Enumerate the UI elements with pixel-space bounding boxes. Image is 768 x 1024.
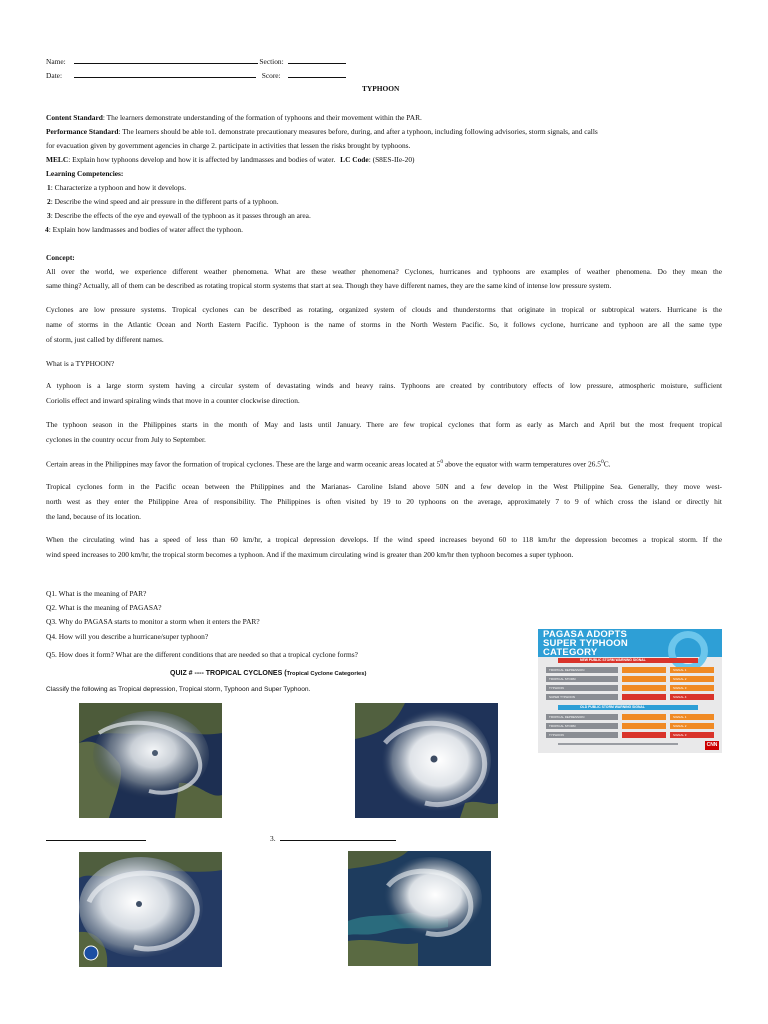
concept-paragraph-line: The typhoon season in the Philippines starts in the month of May and lasts until January. There are few tropical cyclones that form as early as March and April but the most frequent tropical bbox=[46, 420, 722, 429]
question-item: Q4. How will you describe a hurricane/super typhoon? bbox=[46, 632, 209, 641]
melc-label: MELC bbox=[46, 155, 69, 164]
signal-speed-cell bbox=[622, 714, 666, 720]
signal-level-text: SIGNAL 3 bbox=[673, 733, 687, 737]
signal-level-cell bbox=[670, 714, 714, 720]
cnn-logo: CNN bbox=[706, 742, 718, 748]
competency-item bbox=[47, 183, 186, 192]
performance-standard-continued: for evacuation given by government agencies in charge 2. participate in activities that lessen the risks brought by typhoons. bbox=[46, 141, 411, 150]
new-signal-banner bbox=[558, 658, 698, 663]
signal-level-cell bbox=[670, 667, 714, 673]
competency-item bbox=[45, 225, 243, 234]
signal-category-text: TROPICAL STORM bbox=[549, 724, 576, 728]
content-standard-label: Content Standard bbox=[46, 113, 103, 122]
lc-code-text: : (S8ES-IIe-20) bbox=[368, 155, 415, 164]
lc-code-label: LC Code bbox=[340, 155, 369, 164]
concept-paragraph-line: the land, because of its location. bbox=[46, 512, 142, 521]
melc bbox=[46, 155, 414, 164]
melc-text: : Explain how typhoons develop and how it is affected by landmasses and bodies of water. bbox=[68, 155, 336, 164]
signal-level-cell bbox=[670, 732, 714, 738]
performance-standard-label: Performance Standard bbox=[46, 127, 119, 136]
concept-paragraph-line: cyclones in the country occur from July to September. bbox=[46, 435, 206, 444]
content-standard bbox=[46, 113, 422, 122]
competency-text: : Describe the effects of the eye and eyewall of the typhoon as it passes through an area. bbox=[50, 211, 311, 220]
score-blank[interactable] bbox=[288, 70, 346, 78]
competency-number: 4 bbox=[45, 225, 49, 234]
date-field-row bbox=[46, 70, 346, 80]
concept-paragraph-line: Tropical cyclones form in the Pacific ocean between the Philippines and the Marianas- Caroline Island above 50N and a few develop in the West Philippine Sea. Generally, they move west- bbox=[46, 482, 722, 491]
name-field-row bbox=[46, 56, 346, 66]
typhoon-question: What is a TYPHOON? bbox=[46, 359, 115, 368]
section-blank[interactable] bbox=[288, 56, 346, 64]
concept-paragraph-line: Coriolis effect and inward spiraling winds that move in a counter clockwise direction. bbox=[46, 396, 300, 405]
signal-category-cell bbox=[546, 676, 618, 682]
signal-speed-cell bbox=[622, 685, 666, 691]
quiz-instruction: Classify the following as Tropical depression, Tropical storm, Typhoon and Super Typhoon. bbox=[46, 686, 311, 693]
typhoon-swirl-icon bbox=[668, 631, 708, 671]
satellite-image-2 bbox=[355, 703, 498, 818]
concept-paragraph-line: Cyclones are low pressure systems. Tropical cyclones can be described as rotating, organized system of clouds and thunderstorms that originate in tropical or subtropical waters. Hurricane is the bbox=[46, 305, 722, 314]
degree-superscript: 0 bbox=[600, 459, 604, 465]
concept-text: Certain areas in the Philippines may favor the formation of tropical cyclones. These are the large and warm oceanic areas located at 5 bbox=[46, 459, 441, 469]
concept-paragraph-line: of storm, just called by different names. bbox=[46, 335, 164, 344]
content-standard-text: : The learners demonstrate understanding of the formation of typhoons and their movement within the PAR. bbox=[102, 113, 422, 122]
signal-category-text: TROPICAL STORM bbox=[549, 677, 576, 681]
infographic-title-line: CATEGORY bbox=[543, 647, 598, 658]
answer-line-2[interactable] bbox=[46, 833, 146, 843]
signal-level-cell bbox=[670, 694, 714, 700]
performance-standard-text: : The learners should be able to1. demonstrate precautionary measures before, during, and after a typhoon, including following advisories, storm signals, and calls bbox=[118, 127, 598, 136]
question-item: Q1. What is the meaning of PAR? bbox=[46, 589, 147, 598]
concept-paragraph-line: north west as they enter the Philippine Area of responsibility. The Philippines is often visited by 19 to 20 typhoons on the average, approximately 7 to 9 of which cross the island or directly hit bbox=[46, 497, 722, 506]
quiz-title-subtext: Tropical Cyclone Categories) bbox=[286, 671, 367, 677]
competencies-heading: Learning Competencies: bbox=[46, 169, 124, 178]
infographic-footnote bbox=[558, 743, 678, 745]
quiz-title-text: QUIZ # ---- TROPICAL CYCLONES ( bbox=[170, 670, 287, 677]
signal-speed-cell bbox=[622, 694, 666, 700]
concept-paragraph-line bbox=[46, 458, 722, 468]
signal-level-text: SIGNAL 3 bbox=[673, 686, 687, 690]
signal-level-cell bbox=[670, 723, 714, 729]
concept-text: above the equator with warm temperatures over 26.5 bbox=[443, 459, 601, 469]
signal-level-cell bbox=[670, 676, 714, 682]
concept-paragraph-line: When the circulating wind has a speed of less than 60 km/hr, a tropical depression develops. If the wind speed increases beyond 60 to 118 km/hr the depression becomes a tropical storm. If the bbox=[46, 535, 722, 544]
signal-level-text: SIGNAL 4 bbox=[673, 695, 687, 699]
performance-standard bbox=[46, 127, 598, 136]
infographic-title-line: SUPER TYPHOON bbox=[543, 638, 628, 649]
signal-category-text: SUPER TYPHOON bbox=[549, 695, 575, 699]
signal-category-text: TYPHOON bbox=[549, 733, 564, 737]
degree-superscript: 0 bbox=[440, 459, 444, 465]
infographic-title-line: PAGASA ADOPTS bbox=[543, 629, 628, 640]
concept-paragraph-line: wind speed increases to 200 km/hr, the tropical storm becomes a typhoon. And if the maximum circulating wind is greater than 200 km/hr then typhoon becomes a super typhoon. bbox=[46, 550, 574, 559]
competency-item bbox=[47, 211, 311, 220]
competency-item bbox=[47, 197, 279, 206]
signal-category-text: TROPICAL DEPRESSION bbox=[549, 715, 585, 719]
answer-number: 3. bbox=[270, 834, 276, 843]
signal-category-cell bbox=[546, 714, 618, 720]
signal-level-text: SIGNAL 2 bbox=[673, 724, 687, 728]
name-label: Name: bbox=[46, 57, 66, 66]
concept-paragraph-line: same thing? Actually, all of them can be described as rotating tropical storm systems that start at sea. Though they have different names, they are the same kind of intense low pressure system. bbox=[46, 281, 612, 290]
competency-text: : Describe the wind speed and air pressure in the different parts of a typhoon. bbox=[50, 197, 279, 206]
question-item: Q5. How does it form? What are the different conditions that are needed so that a tropical cyclone forms? bbox=[46, 650, 358, 659]
new-signal-banner-text: NEW PUBLIC STORM WARNING SIGNAL bbox=[580, 658, 646, 662]
concept-paragraph-line: All over the world, we experience different weather phenomena. What are these weather phenomena? Cyclones, hurricanes and typhoons are examples of weather phenomena. Do they mean the bbox=[46, 267, 722, 276]
competency-text: : Characterize a typhoon and how it develops. bbox=[50, 183, 187, 192]
answer-line-3 bbox=[270, 833, 396, 843]
signal-level-text: SIGNAL 2 bbox=[673, 677, 687, 681]
answer-blank[interactable] bbox=[46, 833, 146, 841]
old-signal-banner bbox=[558, 705, 698, 710]
date-blank[interactable] bbox=[74, 70, 256, 78]
old-signal-banner-text: OLD PUBLIC STORM WARNING SIGNAL bbox=[580, 705, 645, 709]
quiz-title bbox=[170, 669, 366, 679]
signal-speed-cell bbox=[622, 732, 666, 738]
competency-text: : Explain how landmasses and bodies of water affect the typhoon. bbox=[48, 225, 243, 234]
answer-blank[interactable] bbox=[280, 833, 396, 841]
signal-speed-cell bbox=[622, 667, 666, 673]
signal-level-cell bbox=[670, 685, 714, 691]
concept-text: C. bbox=[603, 459, 611, 469]
concept-paragraph-line: A typhoon is a large storm system having a circular system of devastating winds and heavy rains. Typhoons are created by contributory effects of low pressure, atmospheric moisture, sufficient bbox=[46, 381, 722, 390]
signal-category-cell bbox=[546, 694, 618, 700]
section-label: Section: bbox=[259, 57, 284, 66]
signal-level-text: SIGNAL 1 bbox=[673, 715, 687, 719]
competency-number: 3 bbox=[47, 211, 51, 220]
satellite-image-4 bbox=[348, 851, 491, 966]
concept-paragraph-line: name of storms in the Atlantic Ocean and North Eastern Pacific. Typhoon is the name of storms in the North Western Pacific. So, it follows cyclone, hurricane and typhoon are all the same type bbox=[46, 320, 722, 329]
satellite-image-1 bbox=[79, 703, 222, 818]
signal-category-text: TROPICAL DEPRESSION bbox=[549, 668, 585, 672]
name-blank[interactable] bbox=[74, 56, 258, 64]
signal-category-cell bbox=[546, 685, 618, 691]
competency-number: 1 bbox=[47, 183, 51, 192]
question-item: Q2. What is the meaning of PAGASA? bbox=[46, 603, 162, 612]
concept-heading: Concept: bbox=[46, 253, 75, 262]
competency-number: 2 bbox=[47, 197, 51, 206]
question-item: Q3. Why do PAGASA starts to monitor a storm when it enters the PAR? bbox=[46, 617, 260, 626]
signal-level-text: SIGNAL 1 bbox=[673, 668, 687, 672]
score-label: Score: bbox=[261, 71, 281, 80]
signal-category-cell bbox=[546, 732, 618, 738]
signal-category-text: TYPHOON bbox=[549, 686, 564, 690]
signal-speed-cell bbox=[622, 723, 666, 729]
signal-category-cell bbox=[546, 723, 618, 729]
satellite-image-3 bbox=[79, 852, 222, 967]
date-label: Date: bbox=[46, 71, 63, 80]
signal-speed-cell bbox=[622, 676, 666, 682]
page-title: TYPHOON bbox=[362, 84, 400, 93]
signal-category-cell bbox=[546, 667, 618, 673]
pagasa-infographic bbox=[538, 629, 722, 753]
